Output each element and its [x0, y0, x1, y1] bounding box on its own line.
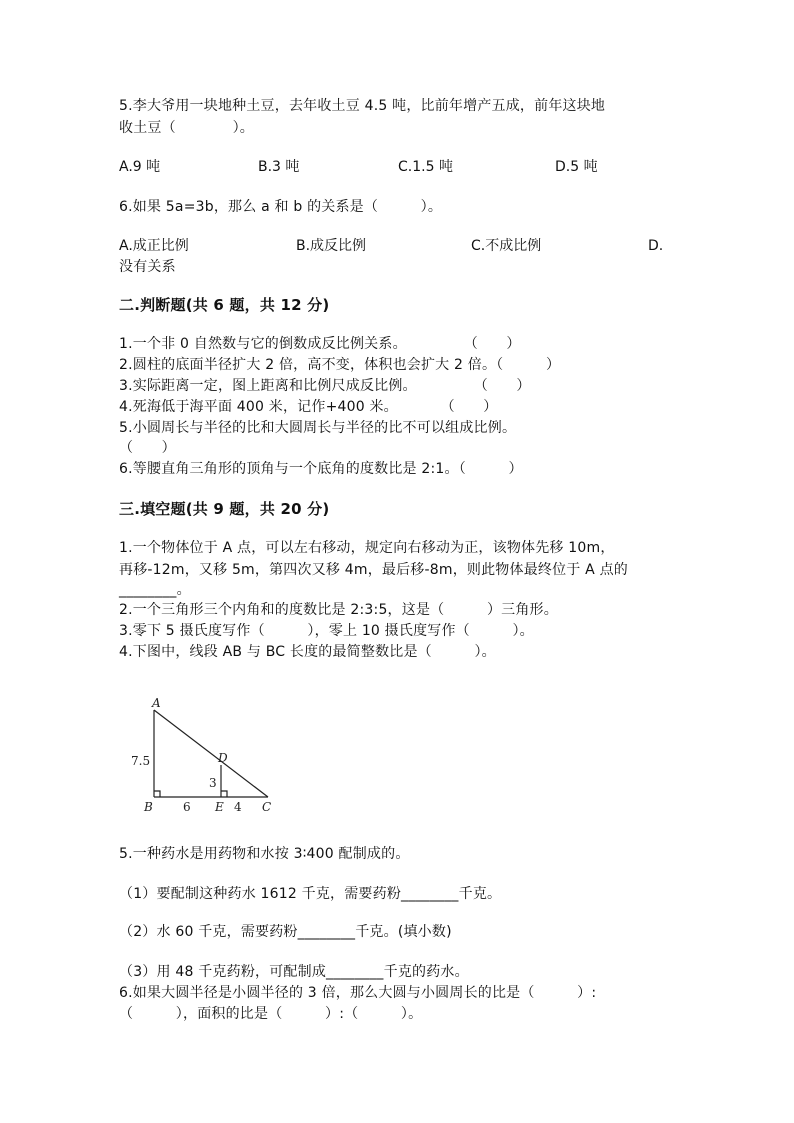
- label-b: B: [144, 800, 153, 814]
- triangle-figure: [120, 695, 290, 820]
- q5-option-b: B.3 吨: [258, 159, 300, 175]
- q5-line1: 5.李大爷用一块地种土豆，去年收土豆 4.5 吨，比前年增产五成，前年这块地: [119, 98, 606, 114]
- right-angle-b: [154, 791, 160, 797]
- fill-q6-line2: （ ），面积的比是（ ）:（ ）。: [119, 1006, 423, 1022]
- section-2-title: 二.判断题(共 6 题，共 12 分): [119, 296, 330, 314]
- judge-item-5: 5.小圆周长与半径的比和大圆周长与半径的比不可以组成比例。: [119, 420, 517, 436]
- label-c: C: [262, 800, 272, 814]
- q6-option-d: D.: [648, 238, 664, 254]
- fill-q1-line1: 1.一个物体位于 A 点，可以左右移动，规定向右移动为正，该物体先移 10m，: [119, 540, 615, 556]
- q6-option-a: A.成正比例: [119, 238, 189, 254]
- q6-line1: 6.如果 5a=3b，那么 a 和 b 的关系是（ ）。: [119, 199, 443, 215]
- fill-q5-stem: 5.一种药水是用药物和水按 3∶400 配制成的。: [119, 846, 410, 862]
- q6-option-d-cont: 没有关系: [119, 259, 176, 275]
- fill-q6-line1: 6.如果大圆半径是小圆半径的 3 倍，那么大圆与小圆周长的比是（ ）:: [119, 985, 597, 1001]
- q5-option-a: A.9 吨: [119, 159, 161, 175]
- fill-q3: 3.零下 5 摄氏度写作（ ），零上 10 摄氏度写作（ ）。: [119, 623, 534, 639]
- q6-option-c: C.不成比例: [471, 238, 542, 254]
- q5-option-d: D.5 吨: [555, 159, 598, 175]
- length-be: 6: [183, 800, 191, 814]
- fill-q4: 4.下图中，线段 AB 与 BC 长度的最简整数比是（ ）。: [119, 644, 496, 660]
- label-e: E: [215, 800, 224, 814]
- judge-item-5-bracket: （ ）: [119, 440, 176, 456]
- judge-item-6: 6.等腰直角三角形的顶角与一个底角的度数比是 2:1。（ ）: [119, 461, 523, 477]
- length-de: 3: [209, 776, 217, 790]
- fill-q2: 2.一个三角形三个内角和的度数比是 2:3:5，这是（ ）三角形。: [119, 602, 558, 618]
- right-angle-e: [221, 791, 227, 797]
- q6-option-b: B.成反比例: [296, 238, 367, 254]
- length-ab: 7.5: [131, 754, 151, 768]
- fill-q1-line3: ________。: [119, 582, 191, 598]
- section-3-title: 三.填空题(共 9 题，共 20 分): [119, 500, 330, 518]
- q5-option-c: C.1.5 吨: [398, 159, 453, 175]
- fill-q5-sub2: （2）水 60 千克，需要药粉________千克。(填小数): [119, 924, 452, 940]
- fill-q5-sub3: （3）用 48 千克药粉，可配制成________千克的药水。: [119, 964, 469, 980]
- judge-item-4: 4.死海低于海平面 400 米，记作+400 米。 （ ）: [119, 399, 498, 415]
- fill-q1-line2: 再移-12m，又移 5m，第四次又移 4m，最后移-8m，则此物体最终位于 A 点的: [119, 562, 628, 578]
- label-d: D: [218, 751, 228, 765]
- q5-line2: 收土豆（ ）。: [119, 120, 254, 136]
- judge-item-3: 3.实际距离一定，图上距离和比例尺成反比例。 （ ）: [119, 378, 531, 394]
- judge-item-2: 2.圆柱的底面半径扩大 2 倍，高不变，体积也会扩大 2 倍。（ ）: [119, 357, 561, 373]
- judge-item-1: 1.一个非 0 自然数与它的倒数成反比例关系。 （ ）: [119, 336, 521, 352]
- length-ec: 4: [234, 800, 242, 814]
- label-a: A: [152, 696, 161, 710]
- fill-q5-sub1: （1）要配制这种药水 1612 千克，需要药粉________千克。: [119, 886, 502, 902]
